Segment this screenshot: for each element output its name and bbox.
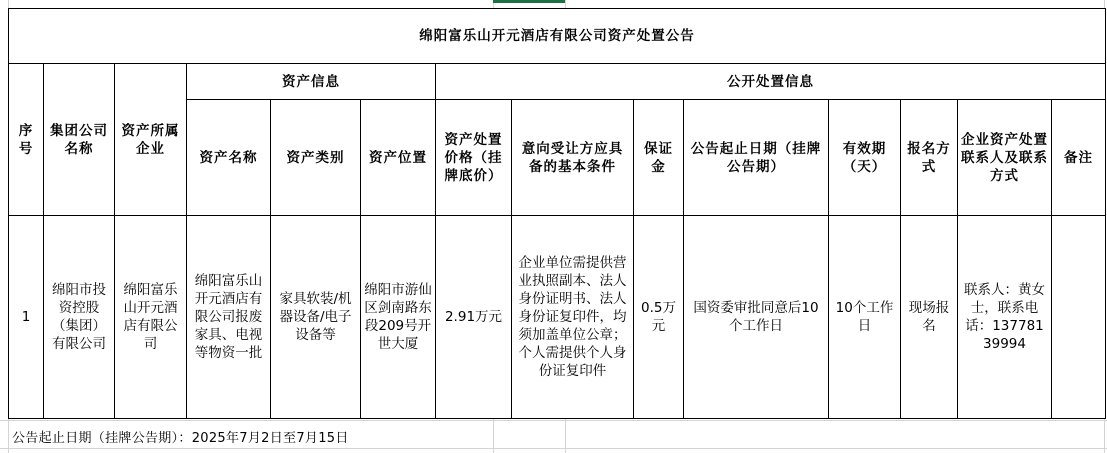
header-group-asset-info[interactable]: 资产信息 (187, 64, 436, 100)
grid-line (0, 448, 1107, 449)
grid-line (0, 420, 1107, 421)
header-price[interactable]: 资产处置价格（挂牌底价） (436, 100, 512, 216)
header-contact[interactable]: 企业资产处置联系人及联系方式 (958, 100, 1052, 216)
header-deposit[interactable]: 保证金 (634, 100, 684, 216)
cell-price[interactable]: 2.91万元 (436, 216, 512, 419)
cell-method[interactable]: 现场报名 (901, 216, 958, 419)
header-remark[interactable]: 备注 (1052, 100, 1106, 216)
cell-asset-location[interactable]: 绵阳市游仙区剑南路东段209号开世大厦 (361, 216, 436, 419)
header-method[interactable]: 报名方式 (901, 100, 958, 216)
cell-owner[interactable]: 绵阳富乐山开元酒店有限公司 (115, 216, 187, 419)
header-group-public-info[interactable]: 公开处置信息 (436, 64, 1106, 100)
header-owner[interactable]: 资产所属企业 (115, 64, 187, 216)
cell-seq[interactable]: 1 (9, 216, 44, 419)
cell-asset-type[interactable]: 家具软装/机器设备/电子设备等 (271, 216, 361, 419)
header-asset-type[interactable]: 资产类别 (271, 100, 361, 216)
footer-note[interactable]: 公告起止日期（挂牌公告期）：2025年7月2日至7月15日 (12, 431, 349, 446)
page-title[interactable]: 绵阳富乐山开元酒店有限公司资产处置公告 (9, 9, 1106, 64)
header-asset-name[interactable]: 资产名称 (187, 100, 271, 216)
header-conditions[interactable]: 意向受让方应具备的基本条件 (512, 100, 634, 216)
selected-cell-indicator (493, 0, 565, 3)
header-validity[interactable]: 有效期（天） (829, 100, 901, 216)
header-period[interactable]: 公告起止日期（挂牌公告期） (684, 100, 829, 216)
cell-remark[interactable] (1052, 216, 1106, 419)
header-group[interactable]: 集团公司名称 (44, 64, 115, 216)
header-seq[interactable]: 序号 (9, 64, 44, 216)
cell-deposit[interactable]: 0.5万元 (634, 216, 684, 419)
header-asset-location[interactable]: 资产位置 (361, 100, 436, 216)
cell-period[interactable]: 国资委审批同意后10个工作日 (684, 216, 829, 419)
cell-group[interactable]: 绵阳市投资控股（集团）有限公司 (44, 216, 115, 419)
cell-validity[interactable]: 10个工作日 (829, 216, 901, 419)
cell-conditions[interactable]: 企业单位需提供营业执照副本、法人身份证明书、法人身份证复印件，均须加盖单位公章；个人需提供个人身份证复印件 (512, 216, 634, 419)
disposal-table (8, 8, 1106, 419)
cell-contact[interactable]: 联系人：黄女士，联系电话：13778139994 (958, 216, 1052, 419)
cell-asset-name[interactable]: 绵阳富乐山开元酒店有限公司报废家具、电视等物资一批 (187, 216, 271, 419)
